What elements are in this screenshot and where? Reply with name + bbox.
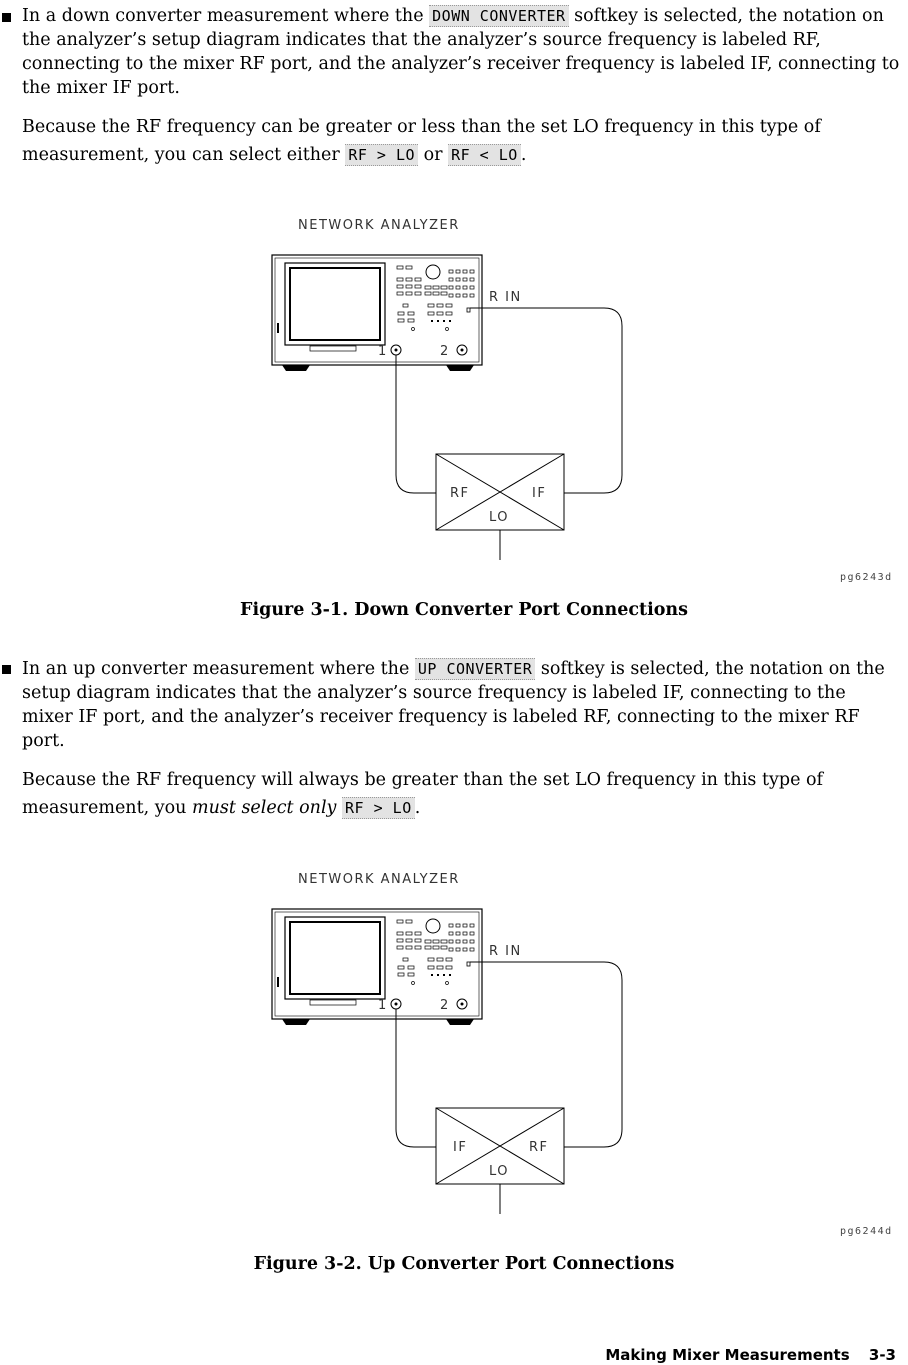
- up-converter-paragraph: In an up converter measurement where the UP CONVERTER softkey is selected, the notation on the setup diagram indicates that the analyzer’s source frequency is labeled IF, connecting to the mixer IF port, and the analyzer’s receiver frequency is labeled RF, connecting to the mixer RF port.: [22, 659, 885, 751]
- rf-gt-lo-softkey: RF > LO: [342, 797, 415, 819]
- port1-label: 1: [378, 344, 388, 359]
- emphasis-text: must select only: [192, 798, 337, 818]
- mixer-left-label: IF: [453, 1140, 468, 1155]
- network-analyzer-icon: [272, 255, 482, 371]
- r-in-label: R IN: [489, 290, 522, 305]
- port2-label: 2: [440, 344, 450, 359]
- mixer-right-label: IF: [532, 486, 547, 501]
- down-converter-lo-paragraph: Because the RF frequency can be greater or less than the set LO frequency in this type of measurement, you can select either RF > LO or RF < LO .: [22, 117, 821, 165]
- bullet-marker: [2, 13, 11, 22]
- up-converter-diagram: [0, 854, 908, 1254]
- down-converter-diagram: [0, 200, 908, 600]
- page-number: 3-3: [868, 1346, 896, 1364]
- mixer-bottom-label: LO: [489, 1164, 510, 1179]
- mixer-bottom-label: LO: [489, 510, 510, 525]
- rf-lt-lo-softkey: RF < LO: [448, 144, 521, 166]
- port2-label: 2: [440, 998, 450, 1013]
- mixer-left-label: RF: [450, 486, 470, 501]
- analyzer-label: NETWORK ANALYZER: [298, 218, 460, 233]
- network-analyzer-icon: [272, 909, 482, 1025]
- figure-id: pg6243d: [840, 572, 893, 583]
- r-in-label: R IN: [489, 944, 522, 959]
- mixer-right-label: RF: [529, 1140, 549, 1155]
- figure-caption: Figure 3-2. Up Converter Port Connections: [253, 1254, 675, 1274]
- figure-caption: Figure 3-1. Down Converter Port Connections: [240, 600, 688, 620]
- rf-gt-lo-softkey: RF > LO: [345, 144, 418, 166]
- up-converter-lo-paragraph: Because the RF frequency will always be greater than the set LO frequency in this type of measurement, you must select only RF > LO .: [22, 770, 824, 818]
- analyzer-label: NETWORK ANALYZER: [298, 872, 460, 887]
- down-converter-softkey: DOWN CONVERTER: [429, 5, 568, 27]
- figure-id: pg6244d: [840, 1226, 893, 1237]
- up-converter-softkey: UP CONVERTER: [415, 658, 535, 680]
- down-converter-paragraph: In a down converter measurement where the DOWN CONVERTER softkey is selected, the notation on the analyzer’s setup diagram indicates that the analyzer’s source frequency is labeled RF, connecting to the mixer RF port, and the analyzer’s receiver frequency is labeled IF, connecting to the mixer IF port.: [22, 6, 900, 98]
- page-footer: [591, 1346, 896, 1364]
- port1-label: 1: [378, 998, 388, 1013]
- footer-section-title: Making Mixer Measurements: [605, 1346, 850, 1364]
- bullet-marker: [2, 665, 11, 674]
